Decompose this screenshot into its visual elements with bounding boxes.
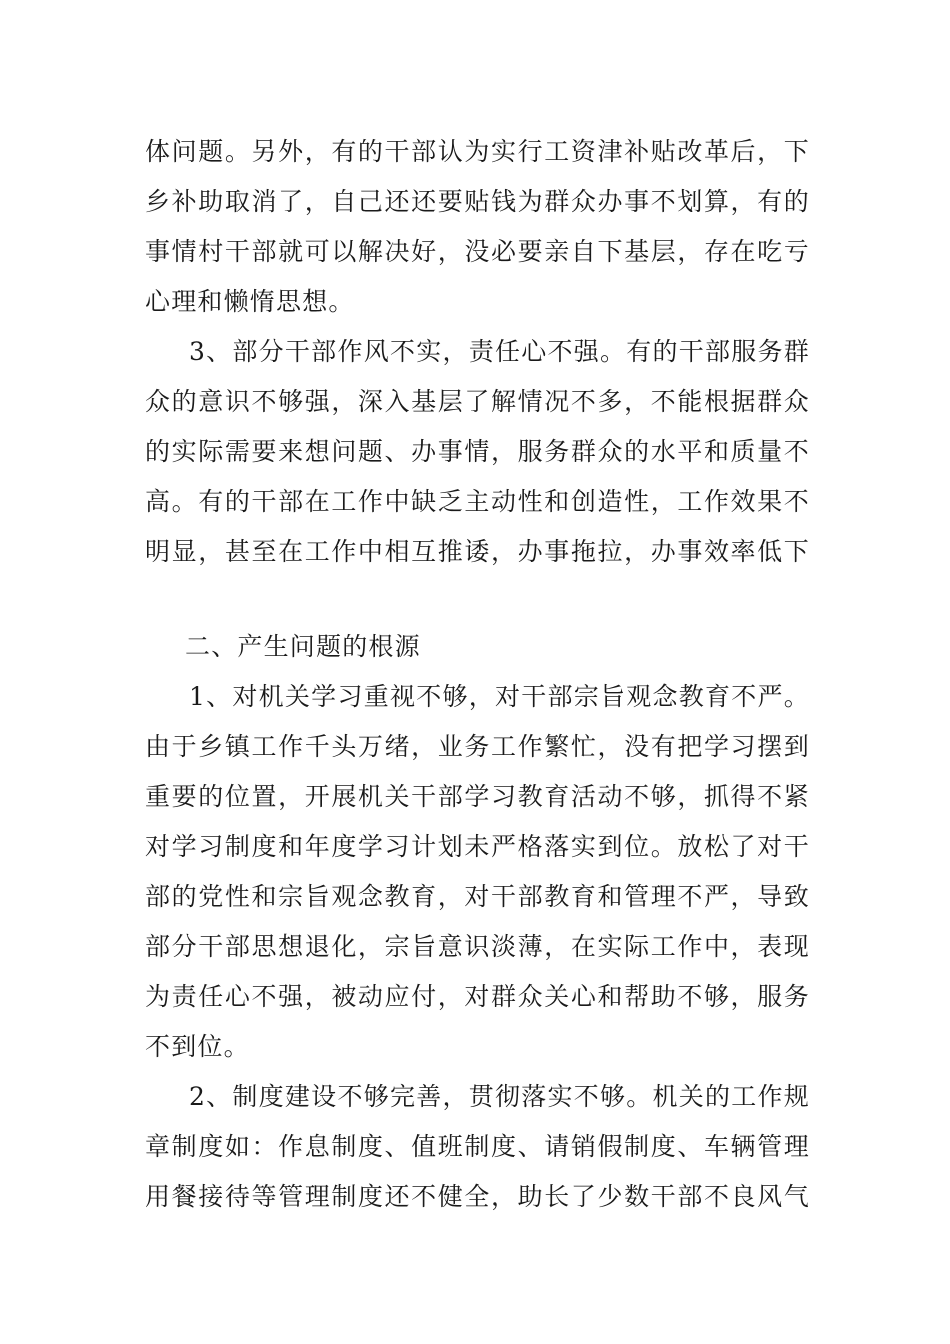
text-line: 部分干部思想退化，宗旨意识淡薄，在实际工作中，表现 bbox=[145, 932, 810, 961]
text-line: 的实际需要来想问题、办事情，服务群众的水平和质量不 bbox=[145, 437, 810, 466]
text-line: 心理和懒惰思想。 bbox=[145, 287, 355, 316]
paragraph-start-line: 2、制度建设不够完善，贯彻落实不够。机关的工作规 bbox=[189, 1082, 810, 1111]
text-line: 乡补助取消了，自己还还要贴钱为群众办事不划算，有的 bbox=[145, 187, 810, 216]
section-heading: 二、产生问题的根源 bbox=[185, 632, 421, 661]
text-line: 对学习制度和年度学习计划未严格落实到位。放松了对干 bbox=[145, 832, 810, 861]
text-block-upper bbox=[145, 127, 810, 577]
paragraph-start-line: 3、部分干部作风不实，责任心不强。有的干部服务群 bbox=[189, 337, 810, 366]
text-line: 事情村干部就可以解决好，没必要亲自下基层，存在吃亏 bbox=[145, 237, 810, 266]
text-line: 体问题。另外，有的干部认为实行工资津补贴改革后，下 bbox=[145, 137, 810, 166]
text-line: 重要的位置，开展机关干部学习教育活动不够，抓得不紧 bbox=[145, 782, 810, 811]
text-line: 章制度如：作息制度、值班制度、请销假制度、车辆管理 bbox=[145, 1132, 810, 1161]
text-line: 用餐接待等管理制度还不健全，助长了少数干部不良风气 bbox=[145, 1182, 810, 1211]
text-line: 高。有的干部在工作中缺乏主动性和创造性，工作效果不 bbox=[145, 487, 810, 516]
paragraph-start-line: 1、对机关学习重视不够，对干部宗旨观念教育不严。 bbox=[189, 682, 810, 711]
text-line: 众的意识不够强，深入基层了解情况不多，不能根据群众 bbox=[145, 387, 810, 416]
text-line: 部的党性和宗旨观念教育，对干部教育和管理不严，导致 bbox=[145, 882, 810, 911]
text-line: 为责任心不强，被动应付，对群众关心和帮助不够，服务 bbox=[145, 982, 810, 1011]
text-line: 由于乡镇工作千头万绪，业务工作繁忙，没有把学习摆到 bbox=[145, 732, 810, 761]
text-line: 明显，甚至在工作中相互推诿，办事拖拉，办事效率低下 bbox=[145, 537, 810, 566]
text-block-lower bbox=[145, 622, 810, 1222]
text-line: 不到位。 bbox=[145, 1032, 250, 1061]
